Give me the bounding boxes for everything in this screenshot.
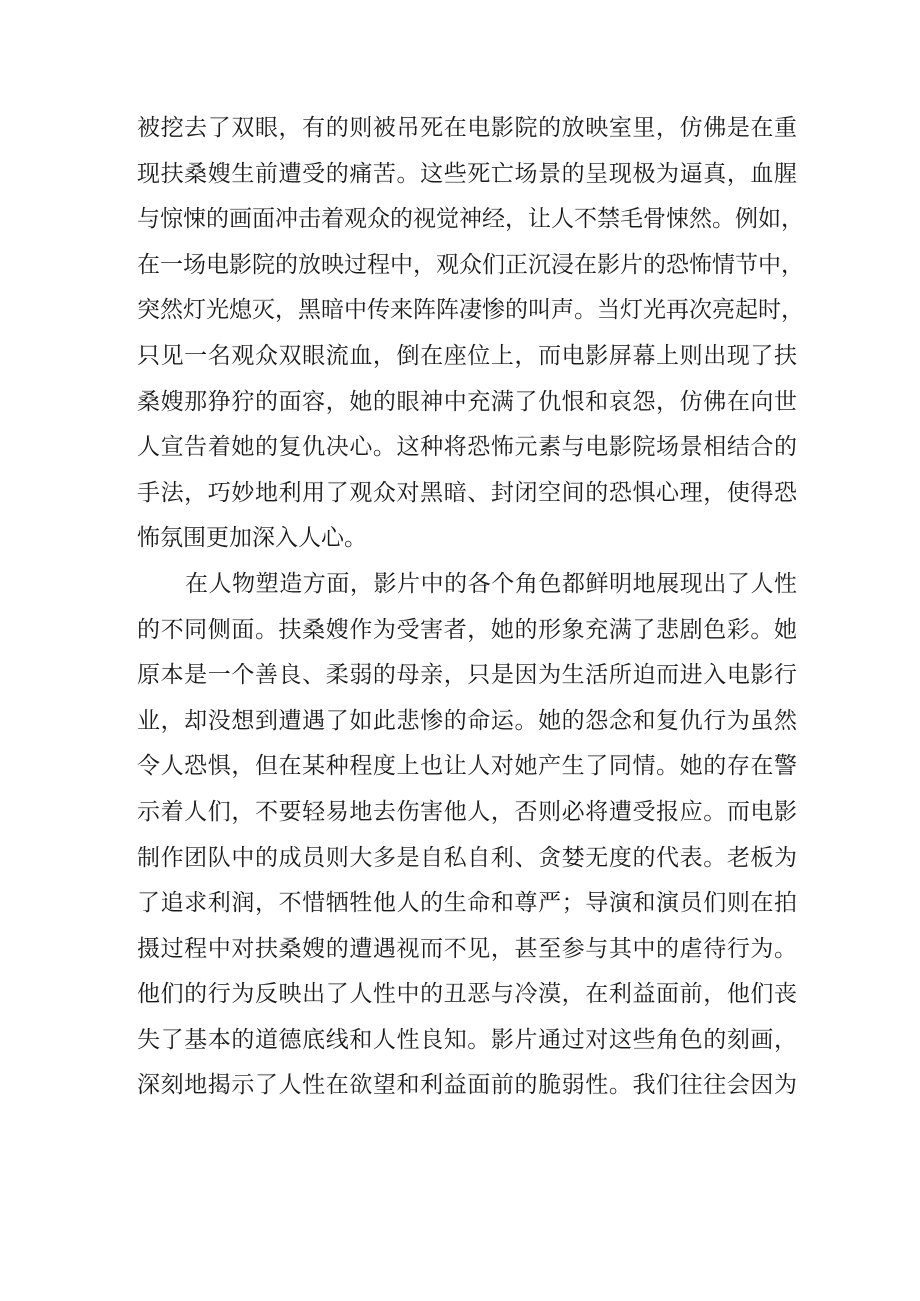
text-line: 业，却没想到遭遇了如此悲惨的命运。她的怨念和复仇行为虽然 xyxy=(137,707,797,734)
text-line: 的不同侧面。扶桑嫂作为受害者，她的形象充满了悲剧色彩。她 xyxy=(137,616,797,643)
text-line: 示着人们，不要轻易地去伤害他人，否则必将遭受报应。而电影 xyxy=(137,798,797,825)
text-line: 失了基本的道德底线和人性良知。影片通过对这些角色的刻画， xyxy=(137,1026,797,1053)
text-line: 手法，巧妙地利用了观众对黑暗、封闭空间的恐惧心理，使得恐 xyxy=(137,479,797,506)
text-line: 与惊悚的画面冲击着观众的视觉神经，让人不禁毛骨悚然。例如， xyxy=(137,206,804,233)
paragraph-2 xyxy=(137,562,797,1109)
text-line: 只见一名观众双眼流血，倒在座位上，而电影屏幕上则出现了扶 xyxy=(137,342,797,369)
text-line: 人宣告着她的复仇决心。这种将恐怖元素与电影院场景相结合的 xyxy=(137,434,797,461)
text-line: 在一场电影院的放映过程中，观众们正沉浸在影片的恐怖情节中， xyxy=(137,251,804,278)
text-line: 深刻地揭示了人性在欲望和利益面前的脆弱性。我们往往会因为 xyxy=(137,1072,797,1099)
text-line: 突然灯光熄灭，黑暗中传来阵阵凄惨的叫声。当灯光再次亮起时， xyxy=(137,297,804,324)
text-line: 摄过程中对扶桑嫂的遭遇视而不见，甚至参与其中的虐待行为。 xyxy=(137,935,797,962)
paragraph-1 xyxy=(137,106,804,562)
text-line: 原本是一个善良、柔弱的母亲，只是因为生活所迫而进入电影行 xyxy=(137,662,797,689)
text-line: 怖氛围更加深入人心。 xyxy=(137,525,367,552)
text-line: 他们的行为反映出了人性中的丑恶与冷漠，在利益面前，他们丧 xyxy=(137,981,797,1008)
text-line: 桑嫂那狰狞的面容，她的眼神中充满了仇恨和哀怨，仿佛在向世 xyxy=(137,388,797,415)
document-body xyxy=(137,106,804,1109)
text-line: 被挖去了双眼，有的则被吊死在电影院的放映室里，仿佛是在重 xyxy=(137,115,797,141)
text-line: 制作团队中的成员则大多是自私自利、贪婪无度的代表。老板为 xyxy=(137,844,797,871)
text-line: 了追求利润，不惜牺牲他人的生命和尊严；导演和演员们则在拍 xyxy=(137,890,797,917)
text-line: 在人物塑造方面，影片中的各个角色都鲜明地展现出了人性 xyxy=(185,570,797,597)
text-line: 令人恐惧，但在某种程度上也让人对她产生了同情。她的存在警 xyxy=(137,753,797,780)
text-line: 现扶桑嫂生前遭受的痛苦。这些死亡场景的呈现极为逼真，血腥 xyxy=(137,160,797,187)
